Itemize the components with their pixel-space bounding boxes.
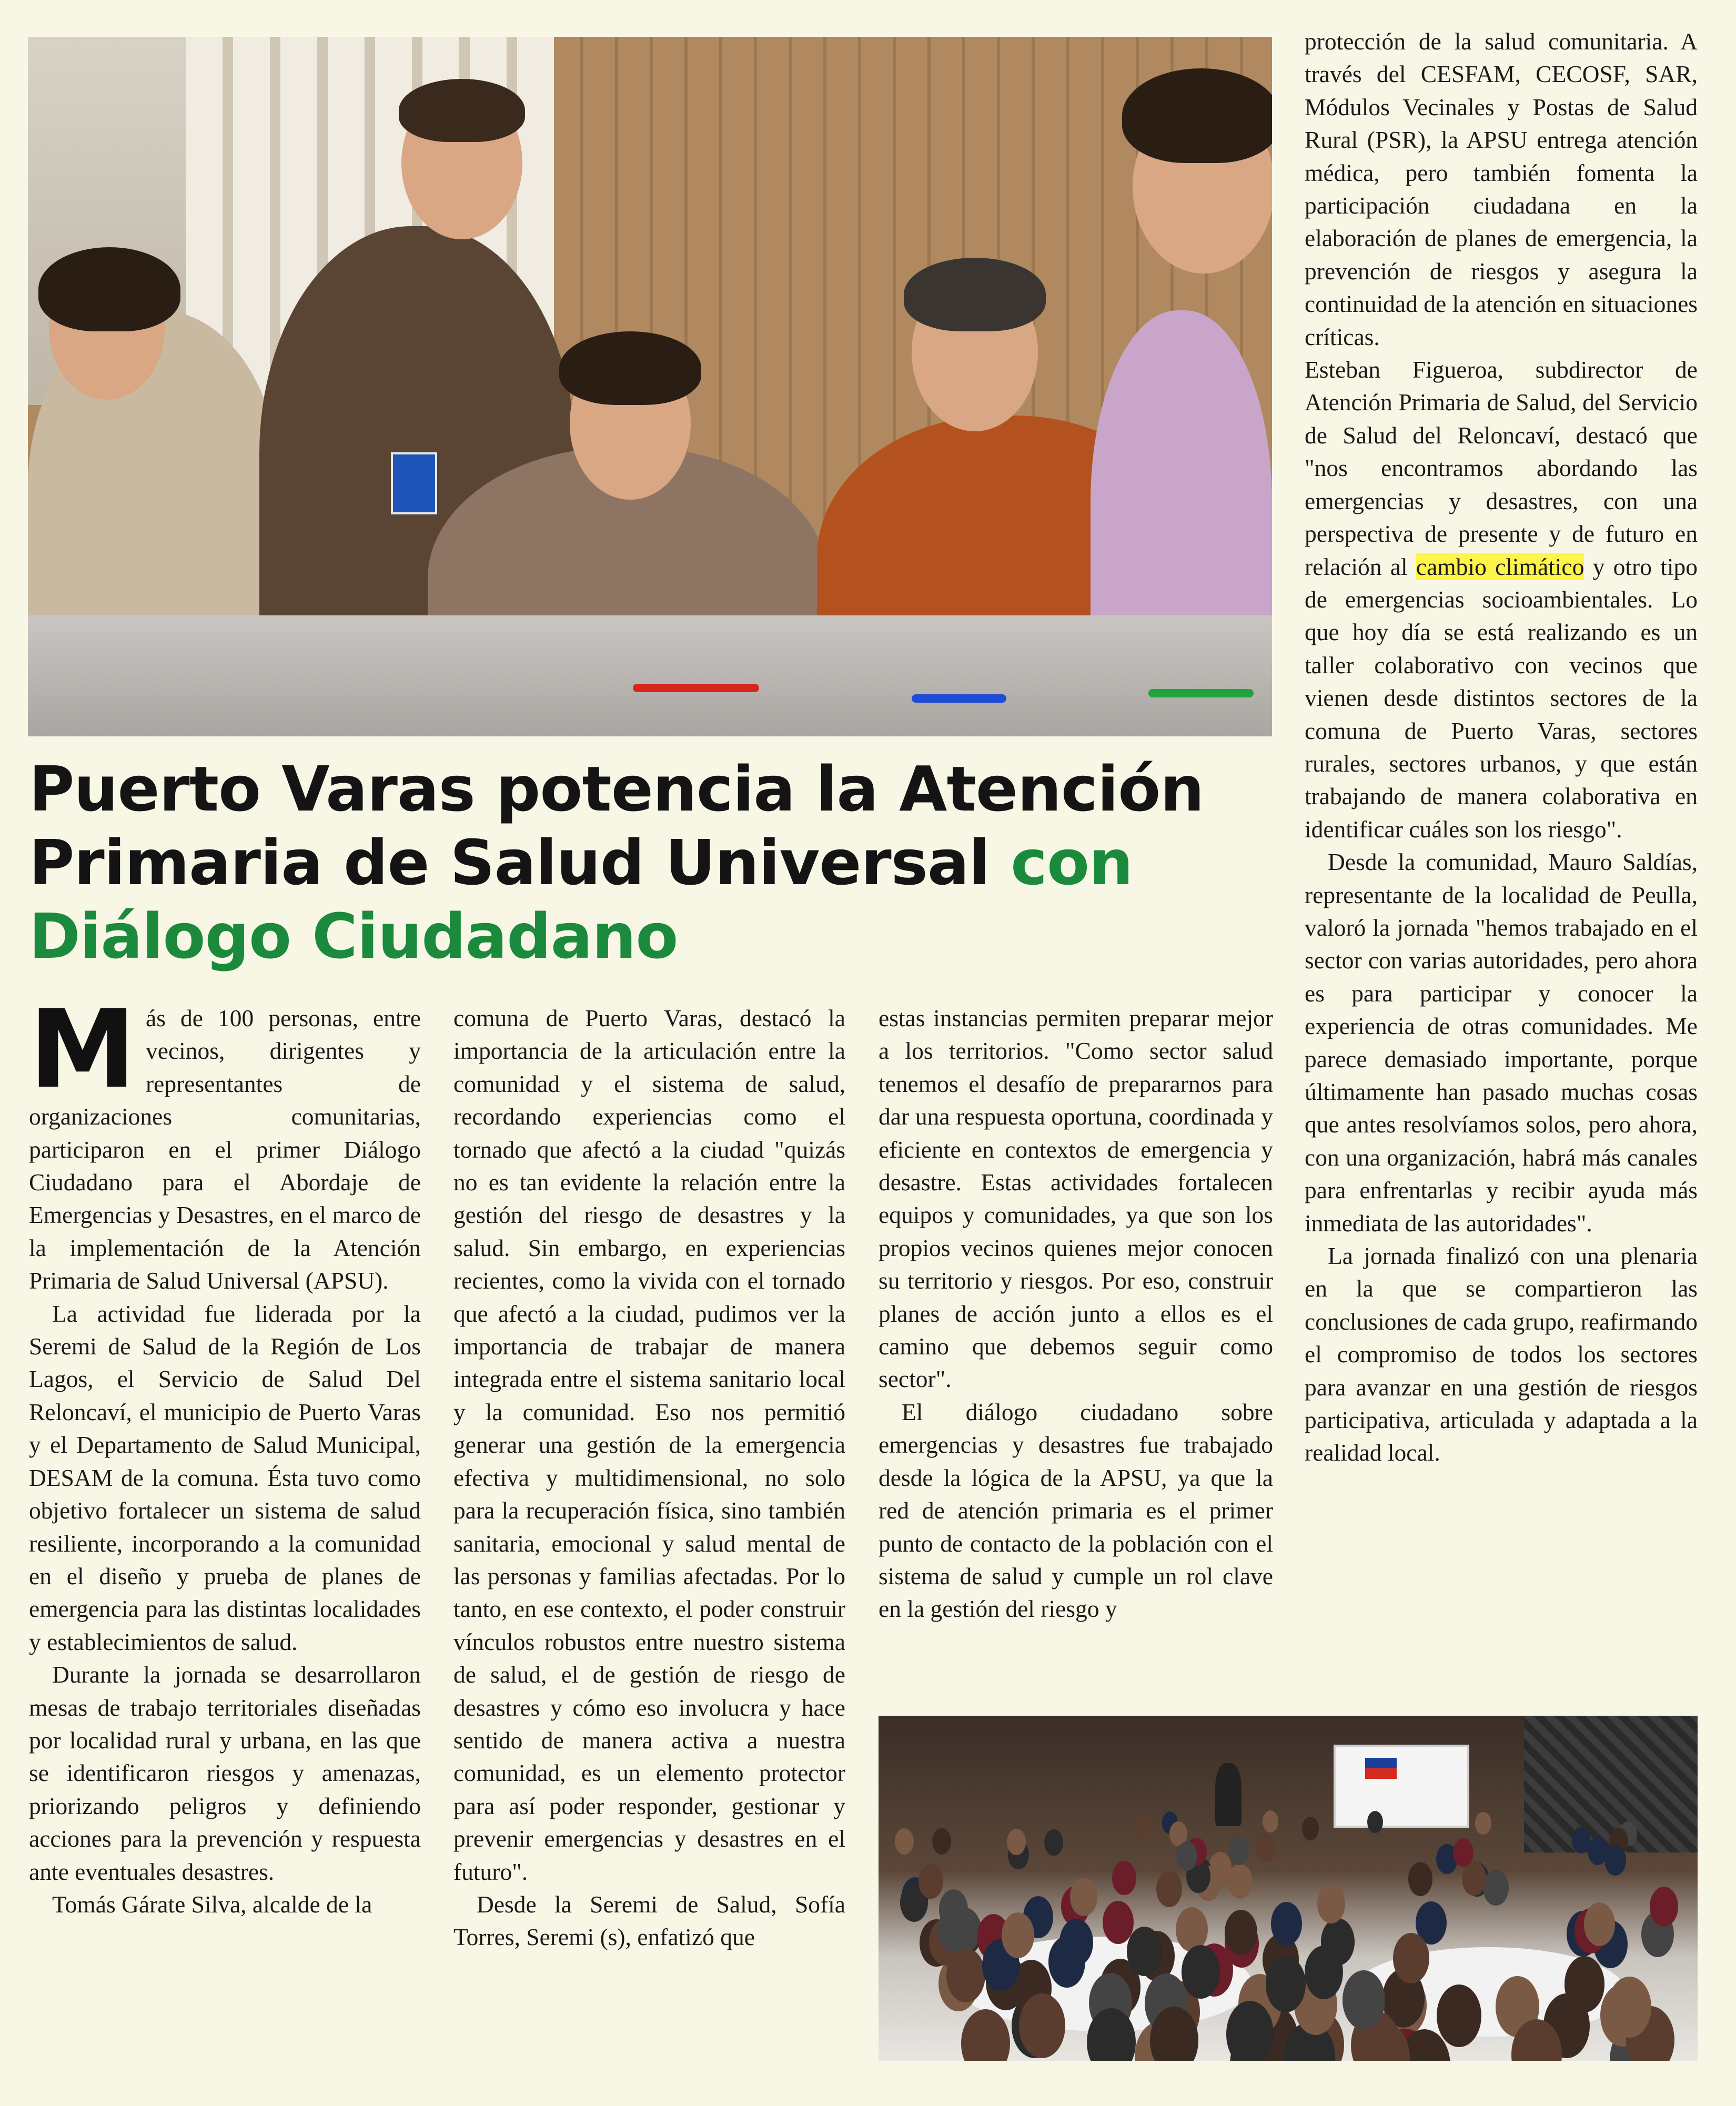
audience-member xyxy=(1266,1956,1306,2012)
article-column-3 xyxy=(879,1002,1273,1626)
person-hair xyxy=(399,79,525,142)
person-hair xyxy=(1122,68,1272,163)
paragraph-text: ás de 100 personas, entre vecinos, dirigentes y representantes de organizaciones comunitarias, participaron en el primer Diálogo Ciudadano para el Abordaje de Emergencias y Desastres, en el marco de la implementación de la Atención Primaria de Salud Universal (APSU). xyxy=(29,1005,421,1294)
audience-member xyxy=(1134,1816,1150,1839)
audience-member xyxy=(938,1907,970,1952)
audience-member xyxy=(1343,1970,1385,2030)
marker-pen xyxy=(1148,689,1254,697)
headline-main: Puerto Varas potencia la Atención Primaria de Salud Universal xyxy=(29,753,1204,899)
audience-member xyxy=(1229,1837,1249,1865)
audience-member xyxy=(1608,1977,1651,2038)
audience-member xyxy=(946,1948,985,2002)
flag-logo xyxy=(1365,1758,1397,1779)
audience-member xyxy=(1112,1861,1136,1895)
projection-screen xyxy=(1334,1745,1469,1828)
audience-member xyxy=(1256,1834,1276,1862)
article-column-2 xyxy=(453,1002,845,1954)
person-hair xyxy=(38,247,180,331)
audience-member xyxy=(1228,1864,1253,1899)
highlighted-text: cambio climático xyxy=(1416,553,1584,580)
wall-pattern xyxy=(1524,1716,1698,1852)
article-column-1 xyxy=(29,987,421,1921)
audience-member xyxy=(1007,1829,1026,1855)
audience-member xyxy=(932,1828,951,1855)
audience-member xyxy=(1019,1993,1065,2058)
audience-member xyxy=(1156,1871,1182,1907)
audience-member xyxy=(1302,1817,1319,1840)
audience-member xyxy=(1408,1862,1432,1896)
audience-member xyxy=(1263,1810,1278,1832)
audience-member xyxy=(1176,1841,1197,1871)
article-headline xyxy=(29,752,1270,973)
article-paragraph: Tomás Gárate Silva, alcalde de la xyxy=(52,1890,372,1918)
article-paragraph: estas instancias permiten preparar mejor a los territorios. "Como sector salud tenemos el desafío de prepararnos para dar una respuesta oportuna, coordinada y eficiente en contextos de emergencia y desastre. Estas actividades fortalecen equipos y comunidades, ya que son los propios vecinos quienes mejor conocen su territorio y riesgos. Por eso, construir planes de acción junto a ellos es el camino que debemos seguir como sector". xyxy=(879,1005,1273,1393)
article-paragraph: Desde la Seremi de Salud, Sofía Torres, Seremi (s), enfatizó que xyxy=(453,1890,845,1951)
audience-member xyxy=(1437,1984,1481,2047)
audience-member xyxy=(1048,1936,1085,1988)
audience-member xyxy=(1317,1884,1345,1923)
audience-member xyxy=(919,1864,943,1899)
audience-member xyxy=(1462,1861,1486,1896)
article-paragraph: Desde la comunidad, Mauro Saldías, representante de la localidad de Peulla, valoró la jornada "hemos trabajado en el sector con varias autoridades, pero ahora es para participar y conocer la experiencia de otras comunidades. Me parece demasiado importante, porque últimamente han pasado muchas cosas que antes resolvíamos solos, pero ahora, con una organización, habrá más canales para enfrentarlas y recibir ayuda más inmediata de las autoridades". xyxy=(1305,848,1698,1237)
marker-pen xyxy=(633,684,759,692)
audience-member xyxy=(1453,1838,1473,1867)
audience-member xyxy=(1584,1902,1615,1946)
drop-cap: M xyxy=(29,987,136,1112)
audience-member xyxy=(1070,1878,1097,1916)
paragraph-text: y otro tipo de emergencias socioambientales. Lo que hoy día se está realizando es un taller colaborativo con vecinos que vienen desde distintos sectores de la comuna de Puerto Varas, sectores rurales, sectores urbanos, y que están trabajando de manera colaborativa en identificar cuáles son los riesgo". xyxy=(1305,553,1698,843)
audience-member xyxy=(1367,1811,1383,1833)
paragraph-text: Esteban Figueroa, subdirector de Atención Primaria de Salud, del Servicio de Salud del Reloncaví, destacó que "nos encontramos abordando las emergencias y desastres, con una perspectiva de presente y de futuro en relación al xyxy=(1305,356,1698,580)
article-paragraph: comuna de Puerto Varas, destacó la importancia de la articulación entre la comunidad y el sistema de salud, recordando experiencias como el tornado que afectó a la ciudad "quizás no es tan evidente la relación entre la gestión del riesgo de desastres y la salud. Sin embargo, en experiencias recientes, como la vivida con el tornado que afectó a la ciudad, pudimos ver la importancia de trabajar de manera integrada entre el sistema sanitario local y la comunidad. Eso nos permitió generar una gestión de la emergencia efectiva y multidimensional, no solo para la recuperación física, sino también sanitaria, emocional y salud mental de las personas y familias afectadas. Por lo tanto, en ese contexto, el poder construir vínculos robustos entre nuestro sistema de salud, el de gestión de riesgo de desastres y cómo eso involucra y hace sentido de manera activa a nuestra comunidad, es un elemento protector para así poder responder, gestionar y prevenir emergencias y desastres en el futuro". xyxy=(453,1005,845,1885)
article-column-4 xyxy=(1305,25,1698,1470)
article-paragraph: Durante la jornada se desarrollaron mesas de trabajo territoriales diseñadas por localidad rural y urbana, en las que se identificaron riesgos y amenazas, priorizando peligros y definiendo acciones para la prevención y respuesta ante eventuales desastres. xyxy=(29,1661,421,1885)
person-hair xyxy=(904,258,1046,331)
audience-member xyxy=(1475,1812,1491,1835)
audience-member xyxy=(1483,1870,1509,1906)
article-paragraph: La actividad fue liderada por la Seremi de Salud de la Región de Los Lagos, el Servicio de Salud Del Reloncaví, el municipio de Puerto Varas y el Departamento de Salud Municipal, DESAM de la comuna. Ésta tuvo como objetivo fortalecer un sistema de salud resiliente, incorporando a la comunidad en el diseño y prueba de planes de emergencia para las distintas localidades y establecimientos de salud. xyxy=(29,1300,421,1655)
article-paragraph xyxy=(29,987,421,1298)
workshop-table xyxy=(28,615,1272,736)
audience-member xyxy=(1225,1910,1257,1955)
workshop-photo xyxy=(28,37,1272,736)
article-paragraph xyxy=(1305,353,1698,846)
person-hair xyxy=(559,331,701,405)
audience-member xyxy=(1044,1829,1063,1856)
plenary-photo xyxy=(879,1716,1698,2061)
marker-pen xyxy=(912,694,1006,703)
headline-accent: con Diálogo Ciudadano xyxy=(29,826,1133,973)
lanyard-badge xyxy=(391,452,437,514)
article-paragraph: protección de la salud comunitaria. A través del CESFAM, CECOSF, SAR, Módulos Vecinales y Postas de Salud Rural (PSR), la APSU entrega atención médica, pero también fomenta la participación ciudadana en la elaboración de planes de emergencia, la prevención de riesgos y asegura la continuidad de la atención en situaciones críticas. xyxy=(1305,28,1698,350)
audience-member xyxy=(1103,1901,1134,1944)
audience-member xyxy=(1182,1945,1220,1999)
audience-member xyxy=(1650,1887,1678,1927)
audience-member xyxy=(1305,1946,1343,1999)
article-paragraph: El diálogo ciudadano sobre emergencias y desastres fue trabajado desde la lógica de la APSU, ya que la red de atención primaria es el primer punto de contacto de la población con el sistema de salud y cumple un rol clave en la gestión del riesgo y xyxy=(879,1398,1273,1623)
speaker-figure xyxy=(1215,1763,1242,1826)
audience-member xyxy=(895,1828,914,1855)
audience-member xyxy=(1271,1902,1302,1946)
audience-member xyxy=(1393,1933,1429,1983)
audience-member xyxy=(1604,1845,1626,1876)
article-paragraph: La jornada finalizó con una plenaria en la que se compartieron las conclusiones de cada grupo, reafirmando el compromiso de todos los sectores para avanzar en una gestión de riesgos participativa, articulada y adaptada a la realidad local. xyxy=(1305,1242,1698,1466)
audience-member xyxy=(1127,1927,1162,1976)
